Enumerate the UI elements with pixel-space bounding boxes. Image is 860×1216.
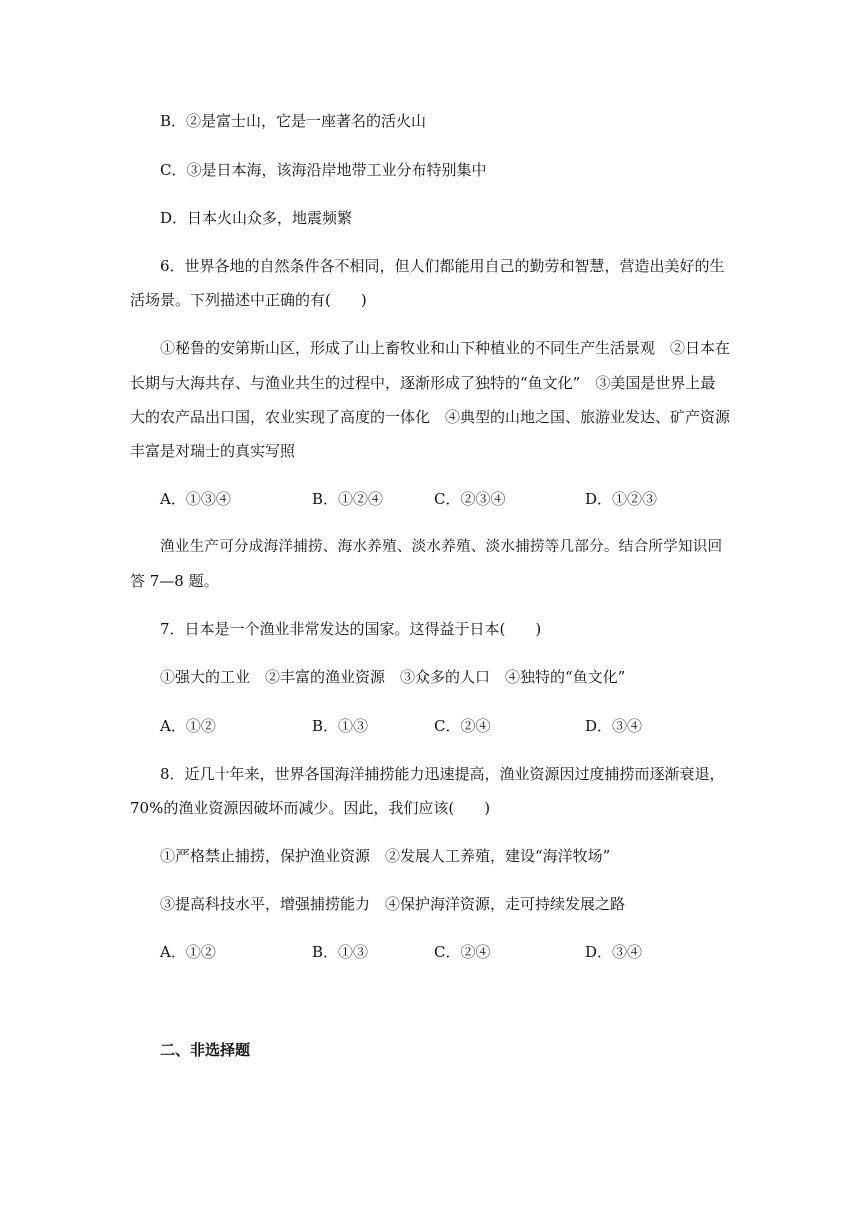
material-line1: 渔业生产可分成海洋捕捞、海水养殖、淡水养殖、淡水捕捞等几部分。结合所学知识回 xyxy=(160,539,723,555)
q6-statements-line1: ①秘鲁的安第斯山区，形成了山上畜牧业和山下种植业的不同生产生活景观 ②日本在 xyxy=(160,339,731,357)
q8-statements-line1: ①严格禁止捕捞，保护渔业资源 ②发展人工养殖，建设“海洋牧场” xyxy=(160,847,611,865)
q5-option-c: C．③是日本海，该海沿岸地带工业分布特别集中 xyxy=(160,161,487,179)
section-two-title: 二、非选择题 xyxy=(160,1041,251,1059)
q8-option-b: B．①③ xyxy=(312,943,369,961)
q6-statements-line3: 大的农产品出口国，农业实现了高度的一体化 ④典型的山地之国、旅游业发达、矿产资源 xyxy=(130,408,731,426)
q6-option-d: D．①②③ xyxy=(585,490,658,508)
material-line2: 答 7—8 题。 xyxy=(130,572,219,590)
q8-option-d: D．③④ xyxy=(585,943,643,961)
q6-stem-line1: 6．世界各地的自然条件各不相同，但人们都能用自己的勤劳和智慧，营造出美好的生 xyxy=(160,257,725,275)
q6-statements-line4: 丰富是对瑞士的真实写照 xyxy=(130,442,296,460)
q5-option-d: D．日本火山众多，地震频繁 xyxy=(160,209,353,227)
q7-statements: ①强大的工业 ②丰富的渔业资源 ③众多的人口 ④独特的“鱼文化” xyxy=(160,668,626,686)
q8-option-a: A．①② xyxy=(160,943,216,961)
q6-option-a: A．①③④ xyxy=(160,490,231,508)
q8-stem-line1: 8．近几十年来，世界各国海洋捕捞能力迅速提高，渔业资源因过度捕捞而逐渐衰退， xyxy=(160,765,725,783)
q7-option-c: C．②④ xyxy=(434,717,491,735)
q7-option-b: B．①③ xyxy=(312,717,369,735)
q7-option-d: D．③④ xyxy=(585,717,643,735)
q6-option-b: B．①②④ xyxy=(312,490,384,508)
q6-statements-line2: 长期与大海共存、与渔业共生的过程中，逐渐形成了独特的“鱼文化” ③美国是世界上最 xyxy=(130,374,716,392)
q5-option-b: B．②是富士山，它是一座著名的活火山 xyxy=(160,112,427,130)
q8-statements-line2: ③提高科技水平，增强捕捞能力 ④保护海洋资源，走可持续发展之路 xyxy=(160,895,626,913)
q6-option-c: C．②③④ xyxy=(434,490,506,508)
q6-stem-line2: 活场景。下列描述中正确的有( ) xyxy=(130,291,367,309)
q7-option-a: A．①② xyxy=(160,717,216,735)
q8-stem-line2: 70%的渔业资源因破坏而减少。因此，我们应该( ) xyxy=(130,799,491,817)
q7-stem: 7．日本是一个渔业非常发达的国家。这得益于日本( ) xyxy=(160,620,542,638)
q8-option-c: C．②④ xyxy=(434,943,491,961)
